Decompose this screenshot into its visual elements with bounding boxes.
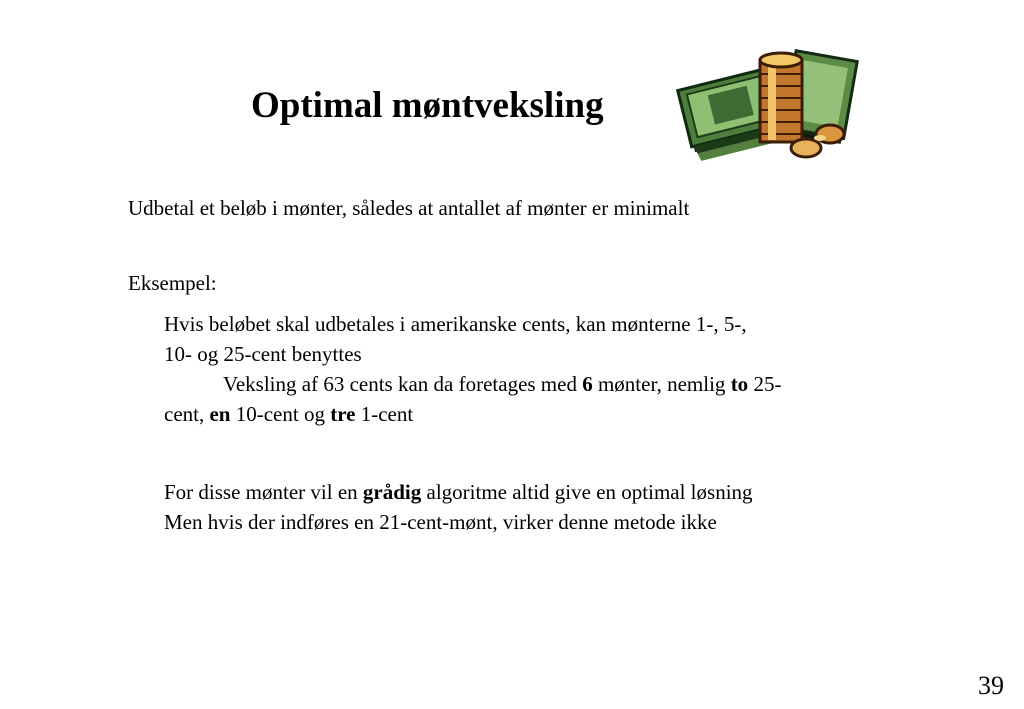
exchange-text: 1-cent	[355, 402, 414, 426]
exchange-line-2	[164, 399, 413, 429]
coin-count: 6	[582, 372, 593, 396]
money-stack-clipart-icon	[672, 40, 868, 164]
page-number: 39	[978, 671, 1004, 700]
greedy-text: For disse mønter vil en	[164, 480, 363, 504]
count-three: tre	[330, 402, 356, 426]
exchange-text: mønter, nemlig	[592, 372, 731, 396]
exchange-text: 25-	[748, 372, 782, 396]
example-heading: Eksempel:	[128, 271, 217, 295]
exchange-text: cent,	[164, 402, 210, 426]
greedy-text: algoritme altid give en optimal løsning	[421, 480, 753, 504]
intro-text: Udbetal et beløb i mønter, således at antallet af mønter er minimalt	[128, 196, 690, 220]
count-one: en	[209, 402, 231, 426]
exchange-line-1	[223, 369, 781, 399]
example-line-2: 10- og 25-cent benyttes	[164, 342, 362, 366]
exchange-text: 10-cent og	[230, 402, 331, 426]
slide-title: Optimal møntveksling	[251, 85, 604, 126]
exchange-text: Veksling af 63 cents kan da foretages med	[223, 372, 583, 396]
caveat-line: Men hvis der indføres en 21-cent-mønt, virker denne metode ikke	[164, 510, 717, 534]
example-line-1: Hvis beløbet skal udbetales i amerikanske cents, kan mønterne 1-, 5-,	[164, 312, 747, 336]
greedy-line	[164, 477, 753, 507]
count-two: to	[730, 372, 749, 396]
greedy-keyword: grådig	[362, 480, 422, 504]
